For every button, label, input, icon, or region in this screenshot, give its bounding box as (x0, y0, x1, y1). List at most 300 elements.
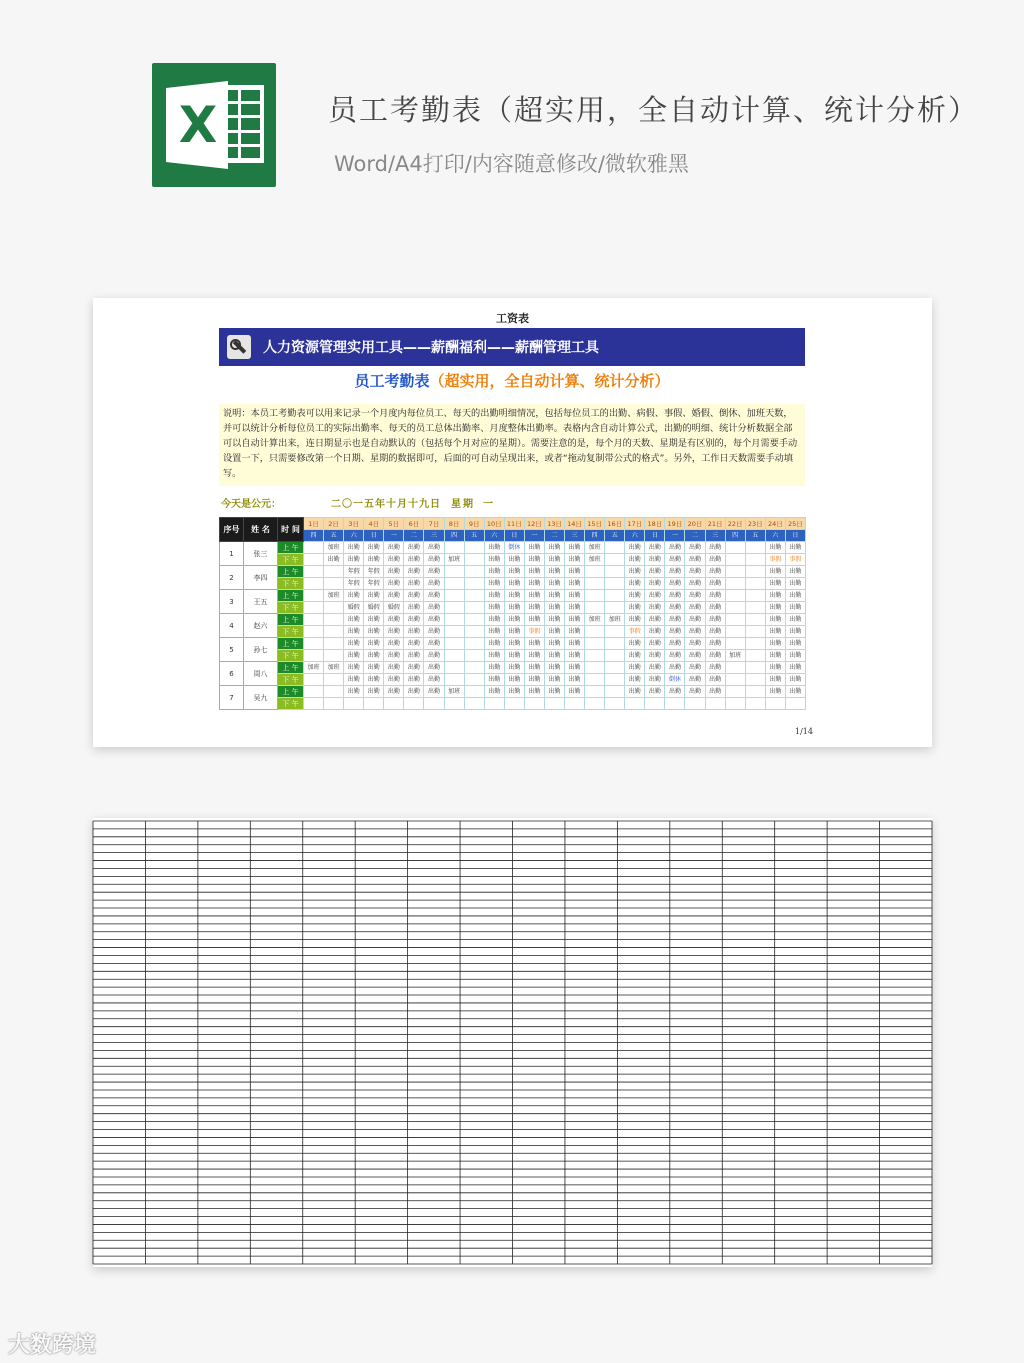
header-day: 22日 (725, 518, 745, 530)
attendance-cell: 出勤 (384, 662, 404, 674)
header-day: 8日 (444, 518, 464, 530)
afternoon-label: 下 午 (278, 650, 304, 662)
attendance-cell: 出勤 (705, 626, 725, 638)
attendance-cell: 出勤 (765, 638, 785, 650)
attendance-cell: 出勤 (484, 650, 504, 662)
attendance-cell: 出勤 (524, 638, 544, 650)
attendance-cell: 出勤 (404, 638, 424, 650)
attendance-cell: 出勤 (344, 542, 364, 554)
attendance-cell (444, 638, 464, 650)
attendance-cell (745, 674, 765, 686)
employee-name: 赵六 (244, 614, 278, 638)
attendance-cell: 出勤 (504, 554, 524, 566)
attendance-cell: 出勤 (504, 602, 524, 614)
employee-seq: 1 (220, 542, 244, 566)
attendance-cell: 出勤 (424, 542, 444, 554)
table-row (220, 554, 806, 566)
attendance-cell: 出勤 (544, 686, 564, 698)
attendance-cell: 出勤 (524, 674, 544, 686)
attendance-cell: 年假 (344, 566, 364, 578)
employee-name: 张三 (244, 542, 278, 566)
preview-page-1 (93, 298, 932, 747)
attendance-cell: 出勤 (765, 566, 785, 578)
attendance-cell: 出勤 (504, 590, 524, 602)
attendance-cell: 出勤 (665, 602, 685, 614)
attendance-cell: 出勤 (504, 674, 524, 686)
attendance-cell: 出勤 (685, 578, 705, 590)
attendance-cell: 出勤 (565, 638, 585, 650)
attendance-cell: 出勤 (765, 626, 785, 638)
attendance-cell (464, 674, 484, 686)
header-weekday: 五 (745, 530, 765, 542)
table-row (220, 650, 806, 662)
attendance-cell: 出勤 (504, 686, 524, 698)
attendance-cell: 出勤 (625, 578, 645, 590)
attendance-cell (705, 698, 725, 710)
attendance-cell (725, 614, 745, 626)
table-row (220, 662, 806, 674)
attendance-cell (605, 554, 625, 566)
afternoon-label: 下 午 (278, 674, 304, 686)
attendance-cell: 出勤 (484, 674, 504, 686)
attendance-cell (585, 590, 605, 602)
attendance-cell: 年假 (364, 578, 384, 590)
attendance-cell: 出勤 (625, 638, 645, 650)
attendance-cell: 出勤 (544, 674, 564, 686)
attendance-cell: 加班 (585, 614, 605, 626)
employee-name: 吴九 (244, 686, 278, 710)
attendance-cell: 出勤 (565, 554, 585, 566)
attendance-cell: 出勤 (544, 662, 564, 674)
attendance-cell (745, 590, 765, 602)
attendance-cell: 加班 (725, 650, 745, 662)
attendance-cell (464, 626, 484, 638)
attendance-cell: 出勤 (625, 554, 645, 566)
attendance-cell (464, 578, 484, 590)
attendance-cell (605, 698, 625, 710)
attendance-cell: 年假 (364, 566, 384, 578)
attendance-cell: 出勤 (504, 650, 524, 662)
attendance-cell: 出勤 (424, 554, 444, 566)
attendance-cell (745, 662, 765, 674)
attendance-cell (464, 698, 484, 710)
attendance-cell (725, 602, 745, 614)
attendance-cell (605, 650, 625, 662)
attendance-cell (605, 674, 625, 686)
attendance-cell: 出勤 (364, 686, 384, 698)
attendance-cell (725, 590, 745, 602)
attendance-cell: 出勤 (645, 674, 665, 686)
attendance-cell (504, 698, 524, 710)
afternoon-label: 下 午 (278, 698, 304, 710)
attendance-cell (725, 662, 745, 674)
attendance-cell (605, 578, 625, 590)
header-weekday: 二 (404, 530, 424, 542)
attendance-cell (685, 698, 705, 710)
header-weekday: 二 (685, 530, 705, 542)
attendance-cell: 出勤 (685, 686, 705, 698)
header-weekday: 日 (785, 530, 805, 542)
attendance-cell (745, 698, 765, 710)
attendance-cell (725, 638, 745, 650)
attendance-cell: 出勤 (685, 566, 705, 578)
attendance-cell (464, 566, 484, 578)
attendance-cell: 出勤 (404, 590, 424, 602)
attendance-cell: 出勤 (504, 578, 524, 590)
attendance-cell (384, 698, 404, 710)
header-weekday: 六 (484, 530, 504, 542)
attendance-cell: 出勤 (424, 626, 444, 638)
attendance-cell: 出勤 (785, 566, 805, 578)
attendance-cell (605, 542, 625, 554)
attendance-cell: 出勤 (504, 638, 524, 650)
attendance-cell: 加班 (585, 554, 605, 566)
header-day: 15日 (585, 518, 605, 530)
attendance-cell (585, 698, 605, 710)
preview-page-2 (93, 818, 932, 1267)
attendance-cell: 出勤 (785, 614, 805, 626)
attendance-cell: 出勤 (404, 602, 424, 614)
header-weekday: 一 (384, 530, 404, 542)
document-title: 员工考勤表（超实用，全自动计算、统计分析） (328, 93, 980, 127)
attendance-cell: 出勤 (565, 626, 585, 638)
attendance-cell (745, 638, 765, 650)
attendance-cell: 出勤 (364, 626, 384, 638)
attendance-cell (605, 662, 625, 674)
attendance-cell: 出勤 (645, 638, 665, 650)
header-weekday: 一 (665, 530, 685, 542)
attendance-cell (585, 650, 605, 662)
attendance-cell (725, 686, 745, 698)
attendance-cell (304, 614, 324, 626)
attendance-cell: 出勤 (705, 662, 725, 674)
attendance-cell: 出勤 (544, 554, 564, 566)
header-day: 13日 (544, 518, 564, 530)
attendance-cell: 出勤 (504, 614, 524, 626)
header-day: 25日 (785, 518, 805, 530)
attendance-cell: 出勤 (785, 674, 805, 686)
sheet-title-paren: （超实用，全自动计算、统计分析） (429, 372, 670, 390)
attendance-cell: 出勤 (424, 614, 444, 626)
attendance-cell: 出勤 (504, 662, 524, 674)
header-day: 4日 (364, 518, 384, 530)
attendance-cell: 出勤 (685, 626, 705, 638)
attendance-cell: 出勤 (344, 590, 364, 602)
attendance-cell: 出勤 (404, 566, 424, 578)
attendance-cell: 出勤 (544, 602, 564, 614)
attendance-cell: 出勤 (384, 578, 404, 590)
attendance-cell: 出勤 (705, 674, 725, 686)
attendance-cell: 出勤 (384, 614, 404, 626)
attendance-cell: 出勤 (665, 542, 685, 554)
attendance-cell: 出勤 (665, 590, 685, 602)
attendance-cell: 出勤 (625, 602, 645, 614)
attendance-cell: 事假 (765, 554, 785, 566)
attendance-cell: 事假 (625, 626, 645, 638)
attendance-cell: 出勤 (785, 578, 805, 590)
table-row (220, 638, 806, 650)
wrench-icon (227, 335, 251, 359)
attendance-cell: 出勤 (524, 686, 544, 698)
attendance-cell (444, 650, 464, 662)
attendance-cell: 加班 (444, 686, 464, 698)
header-day: 12日 (524, 518, 544, 530)
attendance-cell: 出勤 (565, 662, 585, 674)
header-weekday: 六 (625, 530, 645, 542)
attendance-cell (745, 578, 765, 590)
page-number: 1/14 (795, 727, 813, 736)
attendance-cell: 出勤 (665, 626, 685, 638)
attendance-cell (444, 626, 464, 638)
today-label: 今天是公元： (221, 499, 281, 510)
header-day: 10日 (484, 518, 504, 530)
attendance-cell: 出勤 (364, 650, 384, 662)
attendance-cell (745, 614, 765, 626)
attendance-cell: 出勤 (705, 590, 725, 602)
attendance-cell (524, 698, 544, 710)
attendance-cell (745, 686, 765, 698)
header-time: 时 间 (278, 518, 304, 542)
attendance-cell: 出勤 (645, 686, 665, 698)
attendance-cell: 出勤 (705, 614, 725, 626)
attendance-cell: 出勤 (544, 542, 564, 554)
header-day: 14日 (565, 518, 585, 530)
attendance-cell: 出勤 (404, 626, 424, 638)
attendance-cell: 出勤 (484, 590, 504, 602)
attendance-cell: 出勤 (484, 626, 504, 638)
attendance-cell: 加班 (324, 662, 344, 674)
attendance-cell: 出勤 (504, 566, 524, 578)
employee-name: 李四 (244, 566, 278, 590)
attendance-cell: 出勤 (705, 578, 725, 590)
sheet-title (219, 366, 805, 396)
attendance-cell: 出勤 (364, 554, 384, 566)
attendance-cell (725, 626, 745, 638)
attendance-cell (324, 650, 344, 662)
attendance-cell (464, 542, 484, 554)
attendance-cell (324, 602, 344, 614)
attendance-cell (745, 650, 765, 662)
attendance-cell (304, 566, 324, 578)
header-weekday: 四 (304, 530, 324, 542)
attendance-cell: 出勤 (404, 674, 424, 686)
attendance-cell: 出勤 (705, 542, 725, 554)
attendance-cell: 出勤 (544, 614, 564, 626)
attendance-cell: 出勤 (645, 554, 665, 566)
attendance-cell: 婚假 (364, 602, 384, 614)
attendance-cell: 出勤 (484, 566, 504, 578)
attendance-cell: 出勤 (424, 602, 444, 614)
attendance-cell (725, 554, 745, 566)
attendance-cell: 出勤 (785, 542, 805, 554)
header-weekday: 六 (765, 530, 785, 542)
table-row (220, 542, 806, 554)
attendance-cell (304, 542, 324, 554)
employee-seq: 5 (220, 638, 244, 662)
attendance-table (219, 517, 806, 710)
attendance-cell: 出勤 (645, 650, 665, 662)
header-weekday: 四 (444, 530, 464, 542)
employee-seq: 3 (220, 590, 244, 614)
attendance-cell: 出勤 (384, 554, 404, 566)
attendance-cell: 出勤 (524, 650, 544, 662)
attendance-cell (464, 662, 484, 674)
attendance-cell: 出勤 (765, 542, 785, 554)
attendance-cell: 出勤 (765, 614, 785, 626)
attendance-cell (464, 650, 484, 662)
morning-label: 上 午 (278, 566, 304, 578)
attendance-cell: 出勤 (544, 650, 564, 662)
attendance-cell (605, 626, 625, 638)
attendance-cell: 出勤 (665, 638, 685, 650)
attendance-cell: 出勤 (384, 590, 404, 602)
attendance-cell: 出勤 (424, 578, 444, 590)
employee-name: 王五 (244, 590, 278, 614)
attendance-cell (625, 698, 645, 710)
attendance-cell: 出勤 (344, 554, 364, 566)
attendance-cell: 出勤 (625, 614, 645, 626)
header-day: 24日 (765, 518, 785, 530)
attendance-cell (304, 578, 324, 590)
attendance-cell: 出勤 (765, 662, 785, 674)
attendance-cell (745, 542, 765, 554)
header-weekday: 三 (705, 530, 725, 542)
attendance-cell: 出勤 (685, 614, 705, 626)
attendance-cell (444, 566, 464, 578)
morning-label: 上 午 (278, 662, 304, 674)
attendance-cell (464, 638, 484, 650)
header-weekday: 四 (585, 530, 605, 542)
attendance-cell: 倒休 (665, 674, 685, 686)
attendance-cell: 出勤 (785, 686, 805, 698)
attendance-cell (605, 638, 625, 650)
attendance-cell: 出勤 (705, 602, 725, 614)
attendance-cell: 出勤 (344, 662, 364, 674)
attendance-cell: 出勤 (344, 626, 364, 638)
attendance-cell: 出勤 (384, 650, 404, 662)
attendance-cell: 出勤 (765, 674, 785, 686)
attendance-cell: 出勤 (685, 554, 705, 566)
attendance-cell (725, 542, 745, 554)
attendance-cell: 出勤 (424, 650, 444, 662)
attendance-cell: 出勤 (384, 566, 404, 578)
weekday-label: 星期 (451, 499, 475, 510)
employee-seq: 7 (220, 686, 244, 710)
attendance-cell (344, 698, 364, 710)
header-day: 3日 (344, 518, 364, 530)
header-day: 20日 (685, 518, 705, 530)
attendance-cell: 出勤 (685, 674, 705, 686)
attendance-cell: 倒休 (504, 542, 524, 554)
attendance-cell: 出勤 (484, 614, 504, 626)
header-day: 1日 (304, 518, 324, 530)
attendance-cell: 出勤 (645, 626, 665, 638)
excel-icon (152, 63, 276, 187)
attendance-cell: 出勤 (484, 602, 504, 614)
attendance-cell: 出勤 (524, 590, 544, 602)
attendance-cell: 出勤 (404, 662, 424, 674)
attendance-cell: 出勤 (364, 590, 384, 602)
attendance-cell: 加班 (324, 542, 344, 554)
afternoon-label: 下 午 (278, 626, 304, 638)
attendance-cell: 出勤 (424, 590, 444, 602)
attendance-cell: 出勤 (765, 650, 785, 662)
attendance-cell: 加班 (304, 662, 324, 674)
attendance-cell (725, 566, 745, 578)
attendance-cell (725, 578, 745, 590)
attendance-cell (324, 674, 344, 686)
attendance-cell: 出勤 (645, 602, 665, 614)
attendance-cell: 出勤 (765, 686, 785, 698)
header-row-weekdays (220, 530, 806, 542)
attendance-cell (464, 590, 484, 602)
table-row (220, 614, 806, 626)
attendance-cell (605, 566, 625, 578)
tool-banner (219, 328, 805, 366)
header-row-days (220, 518, 806, 530)
attendance-cell: 出勤 (685, 638, 705, 650)
header-weekday: 六 (344, 530, 364, 542)
attendance-cell (304, 674, 324, 686)
attendance-cell (585, 638, 605, 650)
attendance-cell (585, 566, 605, 578)
attendance-cell (304, 590, 324, 602)
attendance-cell: 出勤 (544, 638, 564, 650)
header-day: 7日 (424, 518, 444, 530)
employee-seq: 2 (220, 566, 244, 590)
attendance-cell: 出勤 (404, 650, 424, 662)
attendance-cell: 出勤 (364, 542, 384, 554)
table-row (220, 602, 806, 614)
attendance-cell: 出勤 (565, 650, 585, 662)
attendance-cell: 年假 (344, 578, 364, 590)
attendance-cell (424, 698, 444, 710)
morning-label: 上 午 (278, 638, 304, 650)
attendance-cell: 出勤 (484, 638, 504, 650)
attendance-cell: 出勤 (424, 686, 444, 698)
attendance-cell: 出勤 (384, 674, 404, 686)
attendance-cell (725, 698, 745, 710)
attendance-cell: 出勤 (685, 602, 705, 614)
table-row (220, 590, 806, 602)
attendance-cell: 出勤 (484, 662, 504, 674)
sheet-title-main: 员工考勤表 (354, 372, 430, 390)
attendance-cell: 出勤 (565, 566, 585, 578)
header-day: 5日 (384, 518, 404, 530)
attendance-cell: 出勤 (484, 542, 504, 554)
attendance-cell: 出勤 (765, 590, 785, 602)
attendance-cell: 出勤 (565, 614, 585, 626)
attendance-cell: 出勤 (705, 638, 725, 650)
attendance-cell: 出勤 (524, 554, 544, 566)
attendance-cell: 出勤 (344, 686, 364, 698)
attendance-cell (745, 626, 765, 638)
blank-grid (93, 818, 932, 1267)
attendance-cell (585, 686, 605, 698)
attendance-cell: 出勤 (785, 626, 805, 638)
attendance-cell (585, 602, 605, 614)
attendance-cell: 出勤 (785, 638, 805, 650)
attendance-cell (324, 698, 344, 710)
employee-name: 孙七 (244, 638, 278, 662)
attendance-cell: 出勤 (504, 626, 524, 638)
header-weekday: 日 (645, 530, 665, 542)
page-caption: 工资表 (496, 312, 529, 325)
attendance-cell: 出勤 (625, 590, 645, 602)
header-weekday: 五 (464, 530, 484, 542)
attendance-cell (444, 662, 464, 674)
attendance-cell: 出勤 (404, 542, 424, 554)
